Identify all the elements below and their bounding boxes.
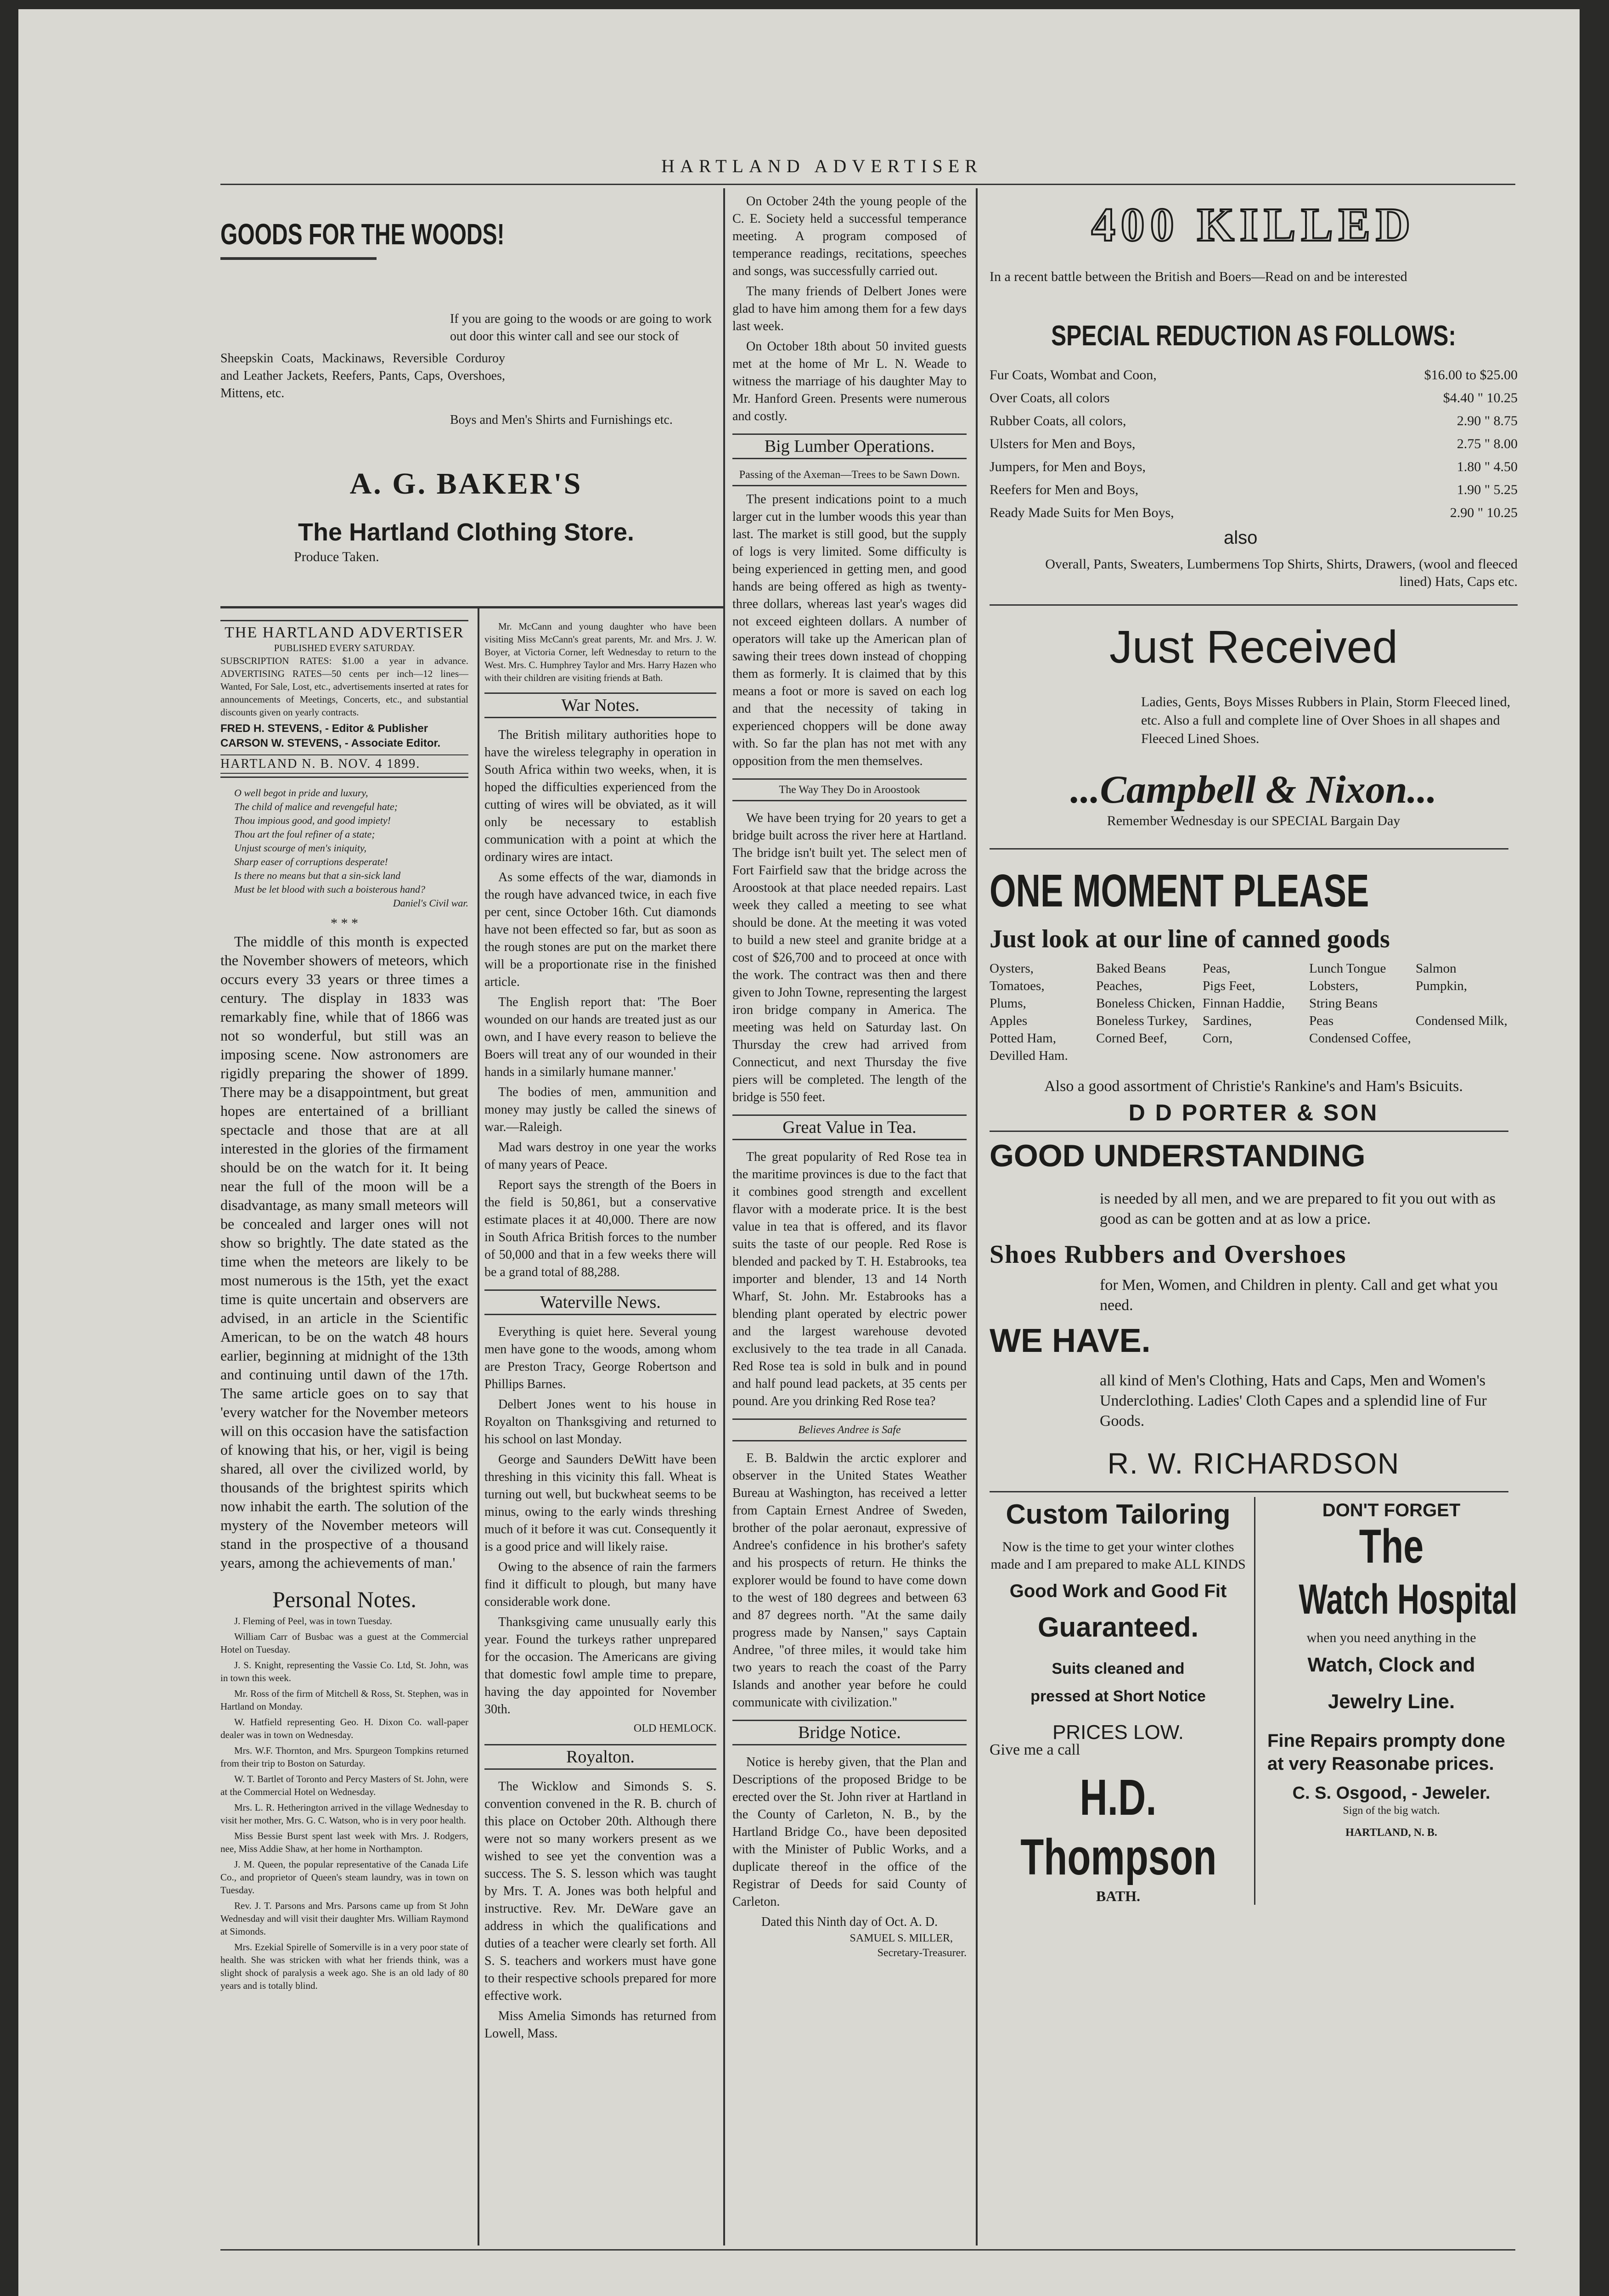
canned-good: Tomatoes, [990, 979, 1045, 993]
asterism: * * * [331, 916, 358, 931]
osgood-when: when you need anything in the [1306, 1630, 1476, 1645]
killed-special: SPECIAL REDUCTION AS FOLLOWS: [1051, 320, 1456, 352]
poem-line: Daniel's Civil war. [393, 897, 468, 909]
canned-good: Oysters, [990, 961, 1034, 976]
canned-good: Finnan Haddie, [1203, 996, 1285, 1011]
price-row [990, 387, 1518, 410]
box-published: PUBLISHED EVERY SATURDAY. [274, 642, 415, 653]
canned-good: String Beans [1309, 996, 1378, 1011]
richardson-bottom-rule [990, 1491, 1508, 1492]
price-row [990, 433, 1518, 456]
canned-good: Pigs Feet, [1203, 979, 1255, 993]
price-value: $4.40 " 10.25 [1443, 390, 1518, 405]
price-item: Fur Coats, Wombat and Coon, [990, 367, 1157, 383]
canned-good: Potted Ham, [990, 1031, 1056, 1046]
royalton-title: Royalton. [484, 1744, 716, 1770]
masthead: HARTLAND ADVERTISER [661, 156, 983, 176]
price-value: 1.80 " 4.50 [1457, 459, 1518, 474]
box-dateline: HARTLAND N. B. NOV. 4 1899. [220, 754, 468, 774]
price-table [990, 364, 1518, 524]
personal-item: Rev. J. T. Parsons and Mrs. Parsons came up from St John Wednesday and will visit their daughter Mrs. William Raymond at Simonds. [220, 1900, 468, 1937]
campbell-headline: Just Received [1109, 621, 1398, 673]
personal-item: J. M. Queen, the popular representative of the Canada Life Co., and proprietor of Queen's steam laundry, was in town on Tuesday. [220, 1859, 468, 1896]
baker-name: A. G. BAKER'S [349, 467, 583, 501]
price-value: $16.00 to $25.00 [1424, 367, 1518, 383]
price-row [990, 456, 1518, 478]
richardson-name: R. W. RICHARDSON [1107, 1447, 1400, 1480]
war-para: Mad wars destroy in one year the works of many years of Peace. [484, 1140, 716, 1172]
richardson-ad [990, 1137, 1518, 1482]
price-row [990, 501, 1518, 524]
personal-item: Mrs. Ezekial Spirelle of Somerville is in a very poor state of health. She was stricken with what her friends think, was a slight shock of paralysis a week ago. She is an old lady of 80 years and is totally blind. [220, 1941, 468, 1991]
killed-sub: In a recent battle between the British and Boers—Read on and be interested [990, 269, 1407, 284]
campbell-name: ...Campbell & Nixon... [1070, 767, 1437, 811]
bridge-dated: Dated this Ninth day of Oct. A. D. [761, 1915, 938, 1929]
column-rule-1 [478, 606, 479, 2245]
price-value: 1.90 " 5.25 [1457, 482, 1518, 497]
baker-produce: Produce Taken. [294, 549, 379, 564]
baker-bottom-rule [220, 606, 723, 608]
campbell-bottom-rule [990, 848, 1508, 850]
column-1 [220, 620, 468, 1995]
canned-good: Condensed Coffee, [1309, 1031, 1411, 1046]
campbell-tag: Remember Wednesday is our SPECIAL Bargain Day [1107, 813, 1401, 828]
canned-good: Sardines, [1203, 1013, 1252, 1028]
canned-good: Pumpkin, [1416, 979, 1467, 993]
price-row [990, 364, 1518, 387]
richardson-body2: for Men, Women, and Children in plenty. Call and get what you need. [1100, 1277, 1498, 1314]
price-value: 2.75 " 8.00 [1457, 436, 1518, 451]
aroostook-title: The Way They Do in Aroostook [732, 778, 967, 801]
canned-good-spacer [1416, 1030, 1518, 1047]
column-rule-2 [723, 188, 725, 2245]
bridge-signer: SAMUEL S. MILLER, [850, 1932, 953, 1944]
richardson-we-have: WE HAVE. [990, 1322, 1151, 1359]
box-title: THE HARTLAND ADVERTISER [225, 624, 464, 641]
canned-good: Condensed Milk, [1416, 1013, 1508, 1028]
lumber-sub: Passing of the Axeman—Trees to be Sawn Down. [732, 467, 967, 486]
war-para: Report says the strength of the Boers in the field is 50,861, but a conservative estimate places it at 40,000. There are now in South Africa British forces to the number of 50,000 and that in a few weeks there will be a grand total of 88,288. [484, 1178, 716, 1279]
osgood-name: C. S. Osgood, - Jeweler. [1292, 1784, 1491, 1803]
baker-headline: GOODS FOR THE WOODS! [220, 218, 505, 251]
canned-good: Lunch Tongue [1309, 961, 1386, 976]
waterville-sign: OLD HEMLOCK. [634, 1722, 716, 1734]
thompson-call: Give me a call [990, 1741, 1080, 1758]
campbell-ad [990, 619, 1518, 830]
osgood-ad [1255, 1497, 1520, 1905]
personal-item: Mr. Ross of the firm of Mitchell & Ross, St. Stephen, was in Hartland on Monday. [220, 1688, 468, 1712]
price-item: Jumpers, for Men and Boys, [990, 459, 1146, 474]
canned-good: Corned Beef, [1096, 1031, 1167, 1046]
thompson-headline: Custom Tailoring [1006, 1499, 1231, 1530]
poem-line: Sharp easer of corruptions desperate! [234, 856, 388, 867]
canned-good: Lobsters, [1309, 979, 1359, 993]
personal-title: Personal Notes. [272, 1587, 416, 1612]
waterville-para: Everything is quiet here. Several young men have gone to the woods, among whom are Preston Tracy, George Robertson and Phillips Barnes. [484, 1325, 716, 1391]
killed-headline: 400 KILLED [1091, 198, 1416, 251]
canned-goods-grid [990, 960, 1518, 1064]
baker-headline-rule [220, 257, 377, 260]
andree-title: Believes Andree is Safe [732, 1418, 967, 1441]
poem-line: Must be let blood with such a boisterous hand? [234, 884, 425, 895]
canned-good: Peas [1309, 1013, 1334, 1028]
porter-bottom-rule [990, 1131, 1508, 1132]
waterville-title: Waterville News. [484, 1289, 716, 1315]
meteors-article: The middle of this month is expected the November showers of meteors, which occurs every 33 years or three times a century. The display in 1833 was remarkably fine, while that of 1866 was not so wonderful, but still was an imposing scene. Now astronomers are rigidly preparing the shower of 1899. There may be a disappointment, but great hopes are entertained of a brilliant spectacle and those that are at all interested in the glories of the firmament should be on the watch for it. It being near the full of the moon will be a disadvantage, as many small meteors will be concealed and larger ones will not show so brightly. The date stated as the time when the meteors are likely to be most numerous is the 15th, yet the exact time is quite uncertain and observers are advised, in an article in the Scientific American, to be on the watch 48 hours earlier, beginning at midnight of the 13th and continuing until dawn of the 17th. The same article goes on to say that 'every watcher for the November meteors will on this occasion have the satisfaction of knowing that his, or her, vigil is being shared, all over the civilized world, by thousands of the brightest spirits which now inhabit the earth. The solution of the mystery of the November meteors will stand in the prospective of a thousand years, among the achievements of man.' [220, 933, 468, 1571]
price-item: Ready Made Suits for Men Boys, [990, 505, 1174, 520]
killed-ad [990, 197, 1518, 591]
baker-ad [220, 202, 712, 566]
thompson-body: Now is the time to get your winter clothes made and I am prepared to make ALL KINDS [990, 1539, 1246, 1572]
personal-item: William Carr of Busbac was a guest at the Commercial Hotel on Tuesday. [220, 1631, 468, 1655]
box-rates: SUBSCRIPTION RATES: $1.00 a year in advance. ADVERTISING RATES—50 cents per inch—12 lines—Wanted, For Sale, Lost, etc., advertisements inserted at rates for announcements of Meetings, Concerts, etc., and substantial discounts given on yearly contracts. [220, 655, 468, 718]
newspaper-page [18, 9, 1580, 2296]
price-row [990, 410, 1518, 433]
personal-item: Miss Bessie Burst spent last week with Mrs. J. Rodgers, nee, Miss Addie Shaw, at her home in Northampton. [220, 1830, 468, 1854]
personal-items [220, 1615, 468, 1992]
baker-tail: Boys and Men's Shirts and Furnishings etc. [450, 413, 673, 427]
baker-store: The Hartland Clothing Store. [298, 518, 634, 546]
osgood-fine: Fine Repairs prompty done at very Reasonabe prices. [1267, 1731, 1505, 1774]
campbell-body: Ladies, Gents, Boys Misses Rubbers in Plain, Storm Fleeced lined, etc. Also a full and complete line of Over Shoes in all shapes and Fleeced Lined Shoes. [1141, 694, 1511, 746]
poem-line: O well begot in pride and luxury, [234, 787, 368, 799]
tea-body: The great popularity of Red Rose tea in the maritime provinces is due to the fact that it combines good strength and excellent flavor with a moderate price. It is the best value in tea that is offered, and its flavor suits the taste of our people. Red Rose is blended and packed by T. H. Estabrooks, tea importer and blender, 13 and 14 North Wharf, St. John. Mr. Estabrooks has a blending plant operated by electric power and the largest warehouse devoted exclusively to the tea trade in all Canada. Red Rose tea is sold in bulk and in pound and half pound lead packets, at 35 cents per pound. Are you drinking Red Rose tea? [732, 1150, 967, 1408]
thompson-guaranteed: Guaranteed. [1037, 1612, 1199, 1643]
col3-para: The many friends of Delbert Jones were glad to have him among them for a few days last week. [732, 284, 967, 333]
richardson-headline: GOOD UNDERSTANDING [990, 1138, 1366, 1173]
box-editor: FRED H. STEVENS, - Editor & Publisher [220, 722, 428, 735]
thompson-ad [990, 1497, 1255, 1905]
porter-name: D D PORTER & SON [1128, 1100, 1379, 1125]
masthead-rule [220, 184, 1515, 185]
column-2-top: Mr. McCann and young daughter who have been visiting Miss McCann's great parents, Mr. and Mrs. J. W. Boyer, at Victoria Corner, left Wednesday to return to the West. Mrs. C. Humphrey Taylor and Mrs. Harry Hazen who with their children are visiting friends at Bath. [484, 621, 716, 683]
killed-bottom-rule [990, 604, 1518, 606]
col3-para: On October 18th about 50 invited guests met at the home of Mr L. N. Weade to witness the marriage of his daughter May to Mr. Hanford Green. Presents were numerous and costly. [732, 339, 967, 423]
page-bottom-rule [220, 2249, 1515, 2251]
personal-item: J. S. Knight, representing the Vassie Co. Ltd, St. John, was in town this week. [220, 1660, 468, 1683]
column-3 [732, 193, 967, 1960]
richardson-body3: all kind of Men's Clothing, Hats and Caps, Men and Women's Underclothing. Ladies' Cloth Capes and a splendid line of Fur Goods. [1100, 1372, 1487, 1429]
column-rule-3 [976, 188, 978, 2245]
poem [234, 786, 468, 910]
bottom-ads [990, 1497, 1518, 1905]
canned-good: Apples [990, 1013, 1028, 1028]
richardson-body1: is needed by all men, and we are prepared to fit you out with as good as can be gotten and at as low a price. [1100, 1190, 1496, 1227]
osgood-town: HARTLAND, N. B. [1345, 1827, 1437, 1839]
killed-also: also [1224, 528, 1258, 548]
porter-headline: ONE MOMENT PLEASE [990, 865, 1369, 917]
bridge-title: Bridge Notice. [732, 1720, 967, 1745]
canned-good: Plums, [990, 996, 1026, 1011]
tea-title: Great Value in Tea. [732, 1114, 967, 1140]
canned-good: Peaches, [1096, 979, 1142, 993]
aroostook-body: We have been trying for 20 years to get a bridge built across the river here at Hartland. The bridge isn't built yet. The select men of Fort Fairfield saw that the bridge across the Aroostook at that place needed repairs. Last week they called a meeting to see what should be done. At the meeting it was voted to build a new steel and granite bridge at a cost of $26,700 and to proceed at once with the work. The contract was then and there given to John Towne, representing the largest iron bridge company in America. The meeting was held on Saturday last. On Thursday the crew had arrived from Connecticut, and next Thursday the five piers will be completed. The length of the bridge is 550 feet. [732, 811, 967, 1104]
thompson-town: BATH. [1096, 1888, 1141, 1904]
richardson-shoes: Shoes Rubbers and Overshoes [990, 1240, 1347, 1269]
andree-body: E. B. Baldwin the arctic explorer and observer in the United States Weather Bureau at Washington, has received a letter from Captain Ernest Andree of Sweden, brother of the polar aeronaut, expressive of Andree's confidence in his brother's safety and his prospects of return. He thinks the explorer would be found to have come down to the west of 180 degrees and between 63 and 87 degrees north. "At the same daily progress made by Nansen," says Captain Andree, "of three miles, it would take him two years to reach the coast of the Parry Islands and another year before he could communicate with civilization." [732, 1451, 967, 1710]
waterville-para: Owing to the absence of rain the farmers find it difficult to plough, but many have considerable work done. [484, 1560, 716, 1609]
masthead-box [220, 620, 468, 778]
canned-good: Salmon [1416, 961, 1457, 976]
killed-also-items: Overall, Pants, Sweaters, Lumbermens Top Shirts, Shirts, Drawers, (wool and fleeced lined) Hats, Caps etc. [1045, 557, 1518, 589]
royalton-para: The Wicklow and Simonds S. S. convention convened in the R. B. church of this place on October 20th. Although there were not so many workers present as we wished to see yet the convention was a success. The S. S. lesson which was taught by Mrs. T. A. Jones was both helpful and instructive. Rev. Mr. DeWare gave an address in which the qualifications and duties of a teacher were clearly set forth. All S. S. teachers and workers must have gone to their respective schools prepared for more effective work. [484, 1779, 716, 2003]
personal-item: W. Hatfield representing Geo. H. Dixon Co. wall-paper dealer was in town on Wednesday. [220, 1716, 468, 1740]
osgood-hospital: Watch Hospital [1299, 1576, 1518, 1623]
price-item: Rubber Coats, all colors, [990, 413, 1126, 428]
royalton-para: Miss Amelia Simonds has returned from Lowell, Mass. [484, 2009, 716, 2041]
price-value: 2.90 " 10.25 [1450, 505, 1518, 520]
osgood-the: The [1359, 1520, 1424, 1573]
baker-intro: If you are going to the woods or are going to work out door this winter call and see our stock of [450, 312, 712, 343]
lumber-title: Big Lumber Operations. [732, 433, 967, 459]
poem-line: Thou art the foul refiner of a state; [234, 828, 375, 840]
osgood-dont: DON'T FORGET [1322, 1500, 1461, 1520]
war-para: The English report that: 'The Boer wounded on our hands are treated just as our own, and I have every reason to believe the Boers will treat any of our wounded in their hands in a similarly humane manner.' [484, 995, 716, 1079]
box-assoc: CARSON W. STEVENS, - Associate Editor. [220, 737, 441, 749]
lumber-body: The present indications point to a much larger cut in the lumber woods this year than last. The market is still good, but the supply of logs is very limited. Some difficulty is being experienced in getting men, and good hands are being offered as high as twenty-three dollars, whereas last year's wages did not exceed eighteen dollars. A number of operators will take up the American plan of sawing their trees down instead of chopping them as formerly. It is claimed that by this means a foot or more is saved on each log and that the necessity of taking in experienced choppers will be done away with. So far the plan has not met with any opposition from the men themselves. [732, 492, 967, 768]
thompson-name: H.D. Thompson [1020, 1769, 1217, 1885]
personal-item: J. Fleming of Peel, was in town Tuesday. [234, 1615, 392, 1626]
poem-line: Thou impious good, and good impiety! [234, 815, 391, 826]
war-para: As some effects of the war, diamonds in the rough have advanced twice, in each five per cent, since October 16th. Cut diamonds have not been effected so far, but as soon as the rough stones are put on the market there will be a proportionate rise in the finished article. [484, 870, 716, 989]
porter-also: Also a good assortment of Christie's Rankine's and Ham's Bsicuits. [1044, 1078, 1463, 1095]
bridge-body: Notice is hereby given, that the Plan and Descriptions of the proposed Bridge to be erected over the St. John river at Hartland in the County of Carleton, N. B., by the Hartland Bridge Co., have been deposited with the Minister of Public Works, and a duplicate thereof in the office of the Registrar of Deeds for said County of Carleton. [732, 1755, 967, 1909]
personal-item: W. T. Bartlet of Toronto and Percy Masters of St. John, were at the Commercial Hotel on Wednesday. [220, 1773, 468, 1797]
war-title: War Notes. [484, 692, 716, 718]
osgood-line: Watch, Clock and Jewelry Line. [1307, 1654, 1475, 1713]
column-4 [990, 193, 1518, 1905]
canned-good: Baked Beans [1096, 961, 1166, 976]
column-2 [484, 620, 716, 2045]
canned-good: Boneless Turkey, [1096, 1013, 1188, 1028]
canned-good: Corn, [1203, 1031, 1233, 1046]
col3-para: On October 24th the young people of the C. E. Society held a successful temperance meeting. A program composed of temperance readings, recitations, speeches and songs, was successfully carried out. [732, 194, 967, 278]
thompson-good: Good Work and Good Fit [1009, 1581, 1227, 1601]
waterville-para: Delbert Jones went to his house in Royalton on Thanksgiving and returned to his school on last Monday. [484, 1397, 716, 1446]
canned-good: Boneless Chicken, [1096, 996, 1195, 1011]
canned-good: Devilled Ham. [990, 1048, 1068, 1063]
poem-line: Unjust scourge of men's iniquity, [234, 842, 367, 854]
porter-sub: Just look at our line of canned goods [990, 925, 1390, 953]
thompson-prices: PRICES LOW. [1052, 1721, 1184, 1744]
personal-item: Mrs. W.F. Thornton, and Mrs. Spurgeon Tompkins returned from their trip to Boston on Saturday. [220, 1745, 468, 1769]
personal-item: Mrs. L. R. Hetherington arrived in the village Wednesday to visit her mother, Mrs. G. C. Watson, who is in very poor health. [220, 1802, 468, 1826]
bridge-role: Secretary-Treasurer. [877, 1947, 967, 1959]
canned-good: Peas, [1203, 961, 1231, 976]
price-item: Ulsters for Men and Boys, [990, 436, 1136, 451]
price-row [990, 478, 1518, 501]
thompson-suits: Suits cleaned and pressed at Short Notice [1030, 1660, 1206, 1705]
baker-items: Sheepskin Coats, Mackinaws, Reversible Corduroy and Leather Jackets, Reefers, Pants, Caps, Overshoes, Mittens, etc. [220, 351, 505, 400]
price-item: Over Coats, all colors [990, 390, 1110, 405]
price-value: 2.90 " 8.75 [1457, 413, 1518, 428]
osgood-sign: Sign of the big watch. [1343, 1805, 1440, 1817]
canned-good-spacer [1416, 995, 1518, 1012]
waterville-para: Thanksgiving came unusually early this year. Found the turkeys rather unprepared for the occasion. The Americans are giving that domestic fowl ample time to prepare, having the day appointed for November 30th. [484, 1615, 716, 1716]
poem-line: The child of malice and revengeful hate; [234, 801, 398, 812]
waterville-para: George and Saunders DeWitt have been threshing in this vicinity this fall. Wheat is turning out well, but buckwheat seems to be minus, owing to the early winds threshing much of it before it was cut. Consequently it is a good price and will likely raise. [484, 1452, 716, 1554]
poem-line: Is there no means but that a sin-sick land [234, 870, 401, 881]
price-item: Reefers for Men and Boys, [990, 482, 1139, 497]
porter-ad [990, 863, 1518, 1125]
war-para: The British military authorities hope to have the wireless telegraphy in operation in South Africa within two weeks, when, it is hoped the difficulties experienced from the cutting of wires will be obviated, as it will only be necessary to establish communication with a point at which the ordinary wires are intact. [484, 728, 716, 864]
war-para: The bodies of men, ammunition and money may justly be called the sinews of war.—Raleigh. [484, 1085, 716, 1134]
